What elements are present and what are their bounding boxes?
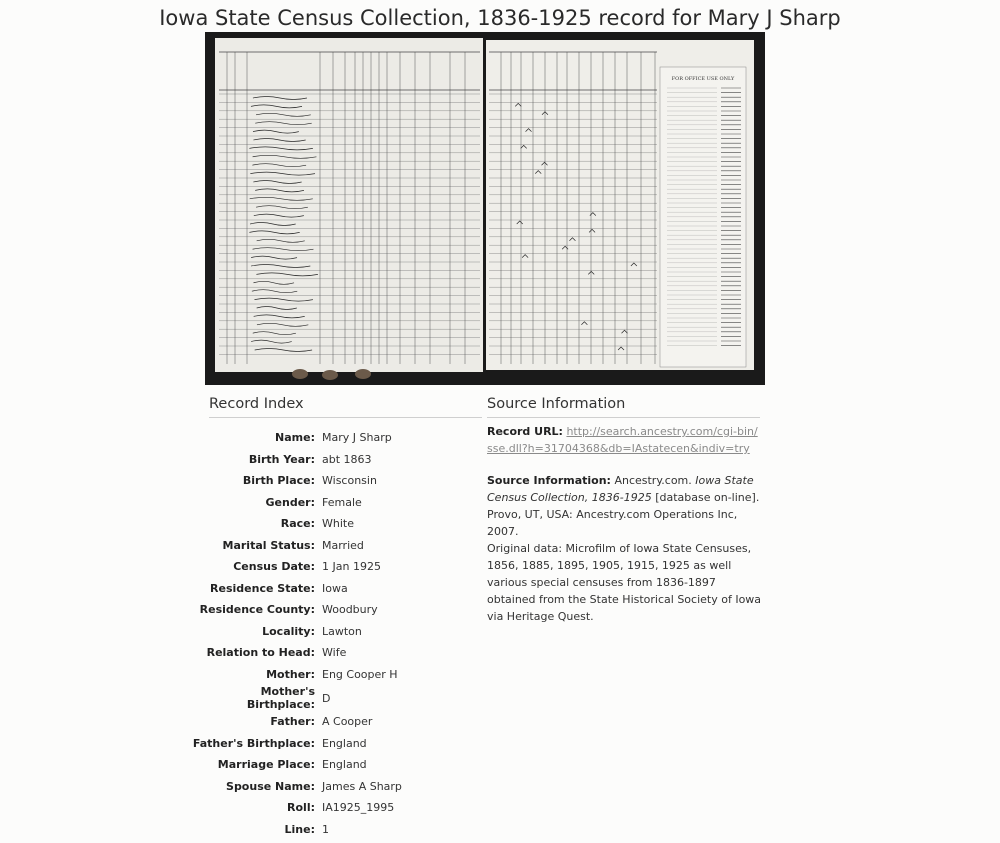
- record-field-value: Wife: [322, 646, 347, 660]
- record-field-value: Iowa: [322, 581, 348, 595]
- record-url-block: [487, 423, 762, 457]
- record-field-row: [190, 776, 402, 798]
- record-field-row: [190, 711, 402, 733]
- record-field-value: Female: [322, 495, 362, 509]
- record-field-value: White: [322, 517, 354, 531]
- record-field-label: Gender:: [265, 495, 315, 509]
- record-field-label: Mother's Birthplace:: [246, 685, 315, 711]
- record-field-row: [190, 578, 402, 600]
- record-field-label: Relation to Head:: [206, 646, 315, 660]
- record-field-value: abt 1863: [322, 452, 372, 466]
- record-field-value: A Cooper: [322, 715, 373, 729]
- record-field-value: England: [322, 736, 367, 750]
- page-title: Iowa State Census Collection, 1836-1925 record for Mary J Sharp: [159, 6, 841, 30]
- record-field-value: Eng Cooper H: [322, 667, 398, 681]
- record-field-row: [190, 819, 402, 841]
- record-field-value: Lawton: [322, 624, 362, 638]
- record-field-row: [190, 685, 402, 711]
- record-field-row: [190, 797, 402, 819]
- record-field-value: Mary J Sharp: [322, 431, 392, 445]
- record-field-label: Locality:: [262, 624, 315, 638]
- source-title: Iowa State Census Collection, 1836-1925: [487, 474, 754, 504]
- record-field-label: Census Date:: [233, 560, 315, 574]
- record-field-label: Mother:: [266, 667, 315, 681]
- record-field-value: D: [322, 691, 331, 705]
- record-field-row: [190, 664, 402, 686]
- record-field-row: [190, 470, 402, 492]
- record-field-value: Woodbury: [322, 603, 378, 617]
- record-field-value: Wisconsin: [322, 474, 377, 488]
- record-field-row: [190, 733, 402, 755]
- census-page-drawing: [205, 32, 765, 385]
- record-field-row: [190, 621, 402, 643]
- source-prefix: Ancestry.com.: [614, 474, 692, 487]
- record-field-label: Father's Birthplace:: [192, 736, 315, 750]
- record-field-label: Residence County:: [199, 603, 315, 617]
- record-field-row: [190, 513, 402, 535]
- source-suffix: [database on-line]. Provo, UT, USA: Ancestry.com Operations Inc, 2007.: [487, 491, 760, 538]
- record-field-value: England: [322, 758, 367, 772]
- record-field-label: Spouse Name:: [226, 779, 315, 793]
- source-info-block: [487, 472, 762, 625]
- record-field-label: Line:: [284, 822, 315, 836]
- record-field-value: 1: [322, 822, 329, 836]
- record-field-value: 1 Jan 1925: [322, 560, 381, 574]
- record-field-row: [190, 449, 402, 471]
- original-data-text: Original data: Microfilm of Iowa State Censuses, 1856, 1885, 1895, 1905, 1915, 1925 as well various special censuses from 1836-1897 obtained from the State Historical Society of Iowa via Heritage Quest.: [487, 542, 762, 623]
- census-scan-image: [205, 32, 765, 385]
- record-field-value: IA1925_1995: [322, 801, 395, 815]
- record-field-label: Race:: [280, 517, 315, 531]
- record-field-label: Marriage Place:: [217, 758, 315, 772]
- office-use-heading: FOR OFFICE USE ONLY: [671, 76, 735, 82]
- record-field-value: Married: [322, 538, 364, 552]
- record-field-row: [190, 754, 402, 776]
- record-field-row: [190, 599, 402, 621]
- record-field-label: Name:: [275, 431, 315, 445]
- record-field-label: Marital Status:: [222, 538, 315, 552]
- source-info-label: Source Information:: [487, 474, 611, 487]
- record-url-label: Record URL:: [487, 425, 563, 438]
- record-field-value: James A Sharp: [322, 779, 402, 793]
- record-index-table: [190, 427, 402, 840]
- record-field-row: [190, 642, 402, 664]
- record-index-heading: Record Index: [209, 396, 482, 418]
- record-field-label: Father:: [270, 715, 315, 729]
- source-information-heading: Source Information: [487, 396, 760, 418]
- record-field-row: [190, 556, 402, 578]
- record-field-label: Residence State:: [210, 581, 315, 595]
- record-field-row: [190, 535, 402, 557]
- record-field-label: Birth Place:: [242, 474, 315, 488]
- record-field-label: Roll:: [287, 801, 315, 815]
- record-field-row: [190, 492, 402, 514]
- record-url-link[interactable]: http://search.ancestry.com/cgi-bin/sse.dll?h=31704368&db=IAstatecen&indiv=try: [487, 425, 758, 455]
- record-field-row: [190, 427, 402, 449]
- record-field-label: Birth Year:: [248, 452, 315, 466]
